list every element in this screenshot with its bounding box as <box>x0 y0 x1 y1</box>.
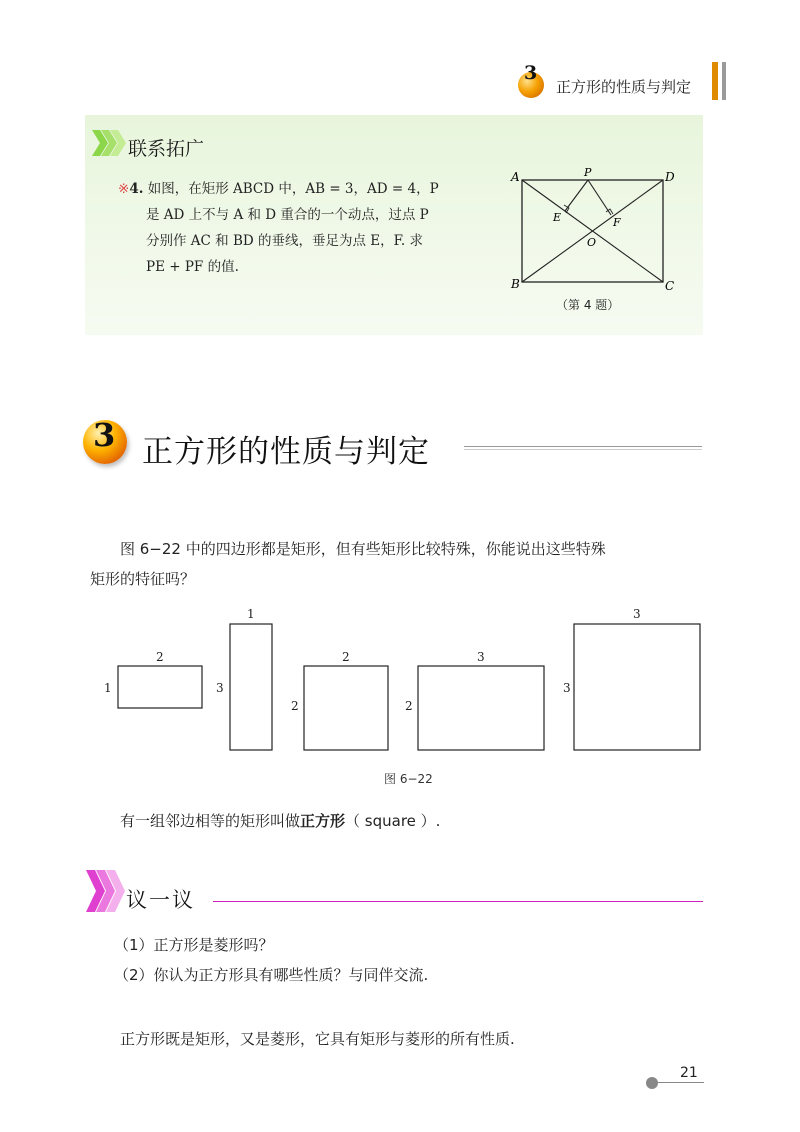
header-accent-bar <box>712 62 718 100</box>
rect-3x3 <box>574 624 700 750</box>
rect-3x3-width: 3 <box>633 607 641 621</box>
running-header-title: 正方形的性质与判定 <box>556 78 692 96</box>
figure-6-22-caption: 图 6−22 <box>384 772 433 786</box>
label-a: A <box>511 170 520 184</box>
discuss-item-2: （2）你认为正方形具有哪些性质？与同伴交流. <box>114 966 429 984</box>
label-b: B <box>511 277 520 291</box>
rect-3x3-height: 3 <box>563 681 571 695</box>
definition-after: （ square ）. <box>345 812 441 830</box>
label-p: P <box>584 166 592 179</box>
segment-pe <box>565 180 588 211</box>
discuss-rule <box>213 901 703 902</box>
label-c: C <box>665 279 675 293</box>
rect-2x2-height: 2 <box>291 699 299 713</box>
problem-4-caption: （第 4 题） <box>556 298 620 312</box>
running-header-number: 3 <box>524 62 538 84</box>
rect-1x3-height: 3 <box>216 681 224 695</box>
running-header <box>500 60 740 104</box>
problem-line-1 <box>118 176 478 202</box>
problem-line-2: 是 AD 上不与 A 和 D 重合的一个动点，过点 P <box>146 207 429 223</box>
problem-4 <box>118 176 478 280</box>
section-rule-shadow <box>464 449 702 450</box>
discuss-list <box>114 930 428 990</box>
discuss-heading: 议一议 <box>126 888 195 912</box>
footer-dot-icon <box>646 1077 658 1089</box>
label-o: O <box>587 236 597 249</box>
discuss-item-1: （1）正方形是菱形吗？ <box>114 936 274 954</box>
rect-3x2 <box>418 666 544 750</box>
section-rule <box>464 446 702 447</box>
rect-1x3 <box>230 624 272 750</box>
problem-number: 4. <box>129 181 144 197</box>
intro-line-2: 矩形的特征吗？ <box>90 570 196 588</box>
green-chevron-icon <box>92 130 128 156</box>
problem-4-figure <box>505 165 685 295</box>
rect-2x1 <box>118 666 202 708</box>
segment-pf <box>588 180 611 215</box>
rect-3x2-height: 2 <box>405 699 413 713</box>
label-e: E <box>553 211 562 224</box>
rect-2x1-width: 2 <box>156 650 164 664</box>
label-f: F <box>613 216 621 229</box>
problem-mark: ※ <box>118 181 130 197</box>
section-title: 正方形的性质与判定 <box>142 434 430 470</box>
rect-2x2-width: 2 <box>342 650 350 664</box>
rect-2x1-height: 1 <box>104 681 112 695</box>
rect-3x2-width: 3 <box>477 650 485 664</box>
magenta-chevron-icon <box>86 870 126 912</box>
rect-2x2 <box>304 666 388 750</box>
intro-line-1: 图 6−22 中的四边形都是矩形，但有些矩形比较特殊，你能说出这些特殊 <box>120 540 606 558</box>
rect-1x3-width: 1 <box>247 607 255 621</box>
page-number: 21 <box>680 1065 698 1081</box>
conclusion-paragraph: 正方形既是矩形，又是菱形，它具有矩形与菱形的所有性质. <box>120 1030 515 1048</box>
footer-rule <box>652 1082 704 1083</box>
extension-heading: 联系拓广 <box>128 138 205 160</box>
header-gray-bar <box>722 62 726 100</box>
label-d: D <box>665 170 675 184</box>
problem-line-4: PE + PF 的值. <box>146 259 239 275</box>
definition-paragraph <box>120 806 440 836</box>
intro-paragraph <box>90 534 710 594</box>
figure-6-22 <box>90 600 720 765</box>
definition-before: 有一组邻边相等的矩形叫做 <box>120 812 301 830</box>
definition-term: 正方形 <box>300 812 346 830</box>
problem-text-1: 如图，在矩形 ABCD 中，AB = 3，AD = 4，P <box>147 181 439 197</box>
problem-line-3: 分别作 AC 和 BD 的垂线，垂足为点 E，F. 求 <box>146 233 423 249</box>
section-number: 3 <box>93 416 116 454</box>
